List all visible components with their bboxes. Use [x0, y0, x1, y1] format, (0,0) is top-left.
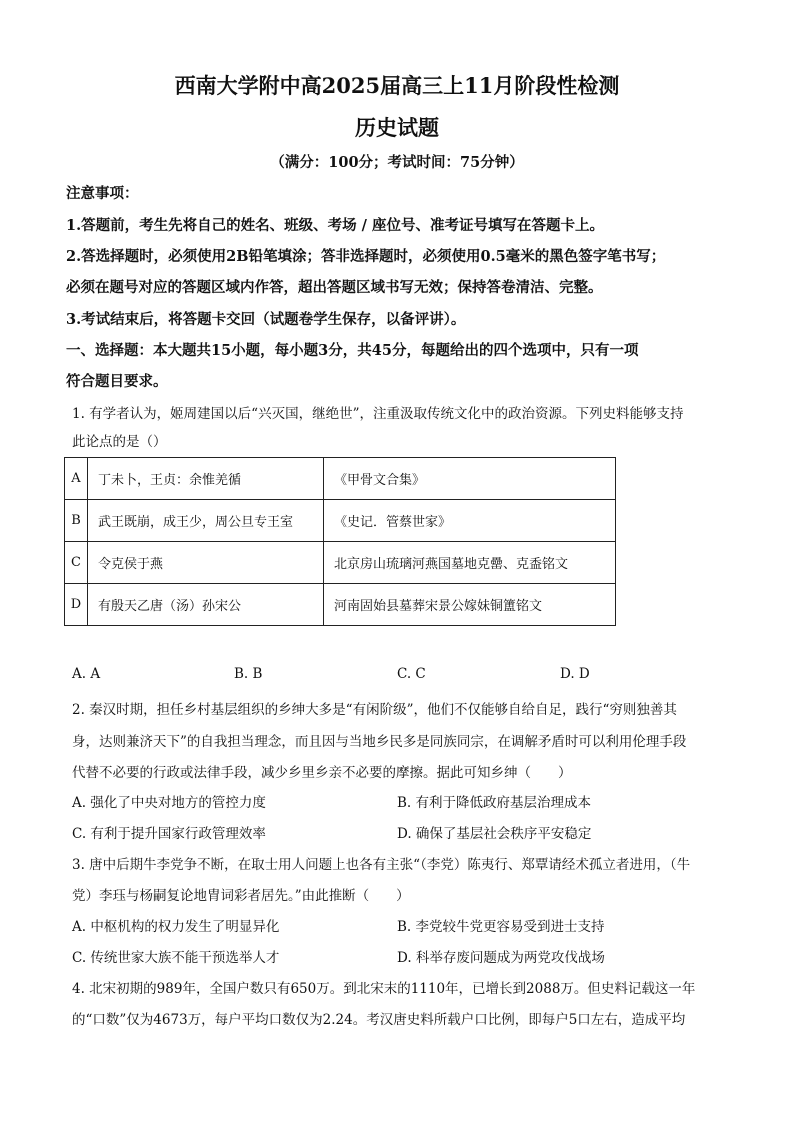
- table-row: [65, 542, 616, 584]
- row-source: 河南固始县墓葬宋景公嫁妹铜簠铭文: [324, 584, 616, 626]
- row-source: 《甲骨文合集》: [324, 458, 616, 500]
- q1-stem-line-1: 1. 有学者认为，姬周建国以后“兴灭国，继绝世”，注重汲取传统文化中的政治资源。下列史料能够支持: [72, 406, 684, 422]
- table-row: [65, 458, 616, 500]
- q1-stem-line-2: 此论点的是（）: [72, 434, 167, 450]
- exam-subject: 历史试题: [355, 115, 439, 140]
- q1-option-c: C. C: [397, 666, 426, 682]
- q3-option-c: C. 传统世家大族不能干预选举人才: [72, 950, 280, 966]
- q2-option-a: A. 强化了中央对地方的管控力度: [72, 795, 266, 811]
- q2-stem-line-3: 代替不必要的行政或法律手段，减少乡里乡亲不必要的摩擦。据此可知乡绅（ ）: [72, 765, 572, 781]
- notice-line-1: 1.答题前，考生先将自己的姓名、班级、考场 / 座位号、准考证号填写在答题卡上。: [66, 217, 605, 234]
- notice-line-3: 必须在题号对应的答题区域内作答，超出答题区域书写无效；保持答卷清洁、完整。: [66, 279, 603, 296]
- table-row: [65, 584, 616, 626]
- row-source: 北京房山琉璃河燕国墓地克罍、克盉铭文: [324, 542, 616, 584]
- row-source: 《史记．管蔡世家》: [324, 500, 616, 542]
- q2-stem-line-2: 身，达则兼济天下”的自我担当理念，而且因与当地乡民多是同族同宗，在调解矛盾时可以利用伦理手段: [72, 734, 687, 750]
- exam-title: 西南大学附中高2025届高三上11月阶段性检测: [174, 73, 620, 98]
- row-content: 有殷天乙唐（汤）孙宋公: [88, 584, 324, 626]
- q3-stem-line-1: 3. 唐中后期牛李党争不断，在取士用人问题上也各有主张“（李党）陈夷行、郑覃请经术孤立者进用，（牛: [72, 857, 691, 873]
- q2-stem-line-1: 2. 秦汉时期，担任乡村基层组织的乡绅大多是“有闲阶级”，他们不仅能够自给自足，践行“穷则独善其: [72, 702, 677, 718]
- q4-stem-line-1: 4. 北宋初期的989年，全国户数只有650万。到北宋末的1110年，已增长到2088万。但史料记载这一年: [72, 981, 696, 997]
- notice-line-4: 3.考试结束后，将答题卡交回（试题卷学生保存，以备评讲）。: [66, 311, 466, 328]
- q2-option-d: D. 确保了基层社会秩序平安稳定: [397, 826, 592, 842]
- table-row: [65, 500, 616, 542]
- row-key: D: [65, 584, 88, 626]
- q3-option-d: D. 科举存废问题成为两党攻伐战场: [397, 950, 605, 966]
- exam-info: （满分：100分；考试时间：75分钟）: [270, 154, 524, 171]
- q3-option-a: A. 中枢机构的权力发生了明显异化: [72, 919, 280, 935]
- notice-heading: 注意事项：: [66, 185, 139, 202]
- q1-source-table: [64, 457, 616, 626]
- section-heading-line-2: 符合题目要求。: [66, 373, 168, 390]
- row-key: C: [65, 542, 88, 584]
- notice-line-2: 2.答选择题时，必须使用2B铅笔填涂；答非选择题时，必须使用0.5毫米的黑色签字笔书写；: [66, 248, 666, 265]
- row-content: 武王既崩，成王少，周公旦专王室: [88, 500, 324, 542]
- row-content: 令克侯于燕: [88, 542, 324, 584]
- row-content: 丁未卜，王贞：余惟羌循: [88, 458, 324, 500]
- section-heading-line-1: 一、选择题：本大题共15小题，每小题3分，共45分，每题给出的四个选项中，只有一项: [66, 342, 639, 359]
- q1-option-a: A. A: [72, 666, 101, 682]
- q2-option-c: C. 有利于提升国家行政管理效率: [72, 826, 266, 842]
- q1-option-b: B. B: [234, 666, 263, 682]
- q3-stem-line-2: 党）李珏与杨嗣复论地胄词彩者居先。”由此推断（ ）: [72, 888, 410, 904]
- q3-option-b: B. 李党较牛党更容易受到进士支持: [397, 919, 605, 935]
- row-key: A: [65, 458, 88, 500]
- row-key: B: [65, 500, 88, 542]
- q4-stem-line-2: 的“口数”仅为4673万，每户平均口数仅为2.24。考汉唐史料所载户口比例，即每户5口左右，造成平均: [72, 1012, 686, 1028]
- q2-option-b: B. 有利于降低政府基层治理成本: [397, 795, 592, 811]
- q1-option-d: D. D: [560, 666, 590, 682]
